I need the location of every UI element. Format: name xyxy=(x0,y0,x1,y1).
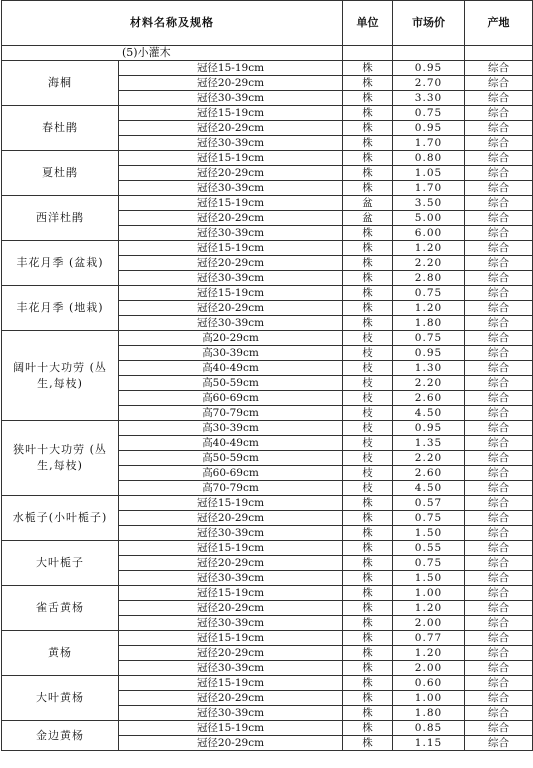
table-row xyxy=(2,286,533,301)
item-spec: 高40-49cm xyxy=(119,436,343,451)
item-unit: 枝 xyxy=(343,376,393,391)
item-price: 1.20 xyxy=(393,301,465,316)
item-origin: 综合 xyxy=(465,301,533,316)
item-price: 4.50 xyxy=(393,481,465,496)
item-name: 海桐 xyxy=(2,61,119,106)
item-origin: 综合 xyxy=(465,331,533,346)
item-unit: 株 xyxy=(343,256,393,271)
item-unit: 株 xyxy=(343,301,393,316)
item-price: 0.95 xyxy=(393,61,465,76)
table-row xyxy=(2,676,533,691)
item-spec: 高60-69cm xyxy=(119,391,343,406)
item-price: 1.05 xyxy=(393,166,465,181)
item-price: 1.70 xyxy=(393,181,465,196)
item-spec: 冠径30-39cm xyxy=(119,706,343,721)
table-body xyxy=(2,46,533,751)
item-unit: 株 xyxy=(343,706,393,721)
header-unit: 单位 xyxy=(343,1,393,46)
item-price: 2.00 xyxy=(393,661,465,676)
item-origin: 综合 xyxy=(465,196,533,211)
item-spec: 冠径20-29cm xyxy=(119,511,343,526)
item-spec: 冠径20-29cm xyxy=(119,691,343,706)
item-spec: 高70-79cm xyxy=(119,481,343,496)
item-name: 丰花月季 (盆栽) xyxy=(2,241,119,286)
item-spec: 冠径20-29cm xyxy=(119,601,343,616)
item-origin: 综合 xyxy=(465,646,533,661)
item-origin: 综合 xyxy=(465,736,533,751)
item-price: 0.60 xyxy=(393,676,465,691)
item-origin: 综合 xyxy=(465,361,533,376)
item-origin: 综合 xyxy=(465,481,533,496)
header-name: 材料名称及规格 xyxy=(2,1,343,46)
item-unit: 株 xyxy=(343,226,393,241)
table-row xyxy=(2,631,533,646)
item-origin: 综合 xyxy=(465,406,533,421)
item-price: 0.75 xyxy=(393,286,465,301)
section-empty-origin xyxy=(465,46,533,61)
item-origin: 综合 xyxy=(465,586,533,601)
item-unit: 株 xyxy=(343,121,393,136)
item-origin: 综合 xyxy=(465,151,533,166)
item-price: 1.20 xyxy=(393,646,465,661)
item-unit: 株 xyxy=(343,181,393,196)
section-empty-unit xyxy=(343,46,393,61)
item-unit: 枝 xyxy=(343,346,393,361)
item-name: 夏杜鹃 xyxy=(2,151,119,196)
header-price: 市场价 xyxy=(393,1,465,46)
item-name: 丰花月季 (地栽) xyxy=(2,286,119,331)
item-unit: 株 xyxy=(343,61,393,76)
item-origin: 综合 xyxy=(465,571,533,586)
table-row xyxy=(2,196,533,211)
item-origin: 综合 xyxy=(465,241,533,256)
item-price: 1.70 xyxy=(393,136,465,151)
item-origin: 综合 xyxy=(465,466,533,481)
item-spec: 冠径30-39cm xyxy=(119,226,343,241)
item-spec: 冠径15-19cm xyxy=(119,241,343,256)
item-price: 0.77 xyxy=(393,631,465,646)
item-price: 0.75 xyxy=(393,556,465,571)
item-origin: 综合 xyxy=(465,166,533,181)
item-price: 0.95 xyxy=(393,346,465,361)
item-spec: 冠径15-19cm xyxy=(119,721,343,736)
item-origin: 综合 xyxy=(465,601,533,616)
section-title: (5)小灌木 xyxy=(2,46,343,61)
item-spec: 高20-29cm xyxy=(119,331,343,346)
item-unit: 枝 xyxy=(343,421,393,436)
item-name: 水栀子(小叶栀子) xyxy=(2,496,119,541)
item-unit: 盆 xyxy=(343,211,393,226)
item-name: 黄杨 xyxy=(2,631,119,676)
item-unit: 株 xyxy=(343,106,393,121)
item-unit: 株 xyxy=(343,526,393,541)
item-price: 2.80 xyxy=(393,271,465,286)
item-price: 2.00 xyxy=(393,616,465,631)
item-origin: 综合 xyxy=(465,211,533,226)
item-origin: 综合 xyxy=(465,631,533,646)
item-unit: 株 xyxy=(343,241,393,256)
item-spec: 冠径15-19cm xyxy=(119,496,343,511)
item-unit: 枝 xyxy=(343,436,393,451)
item-name: 阔叶十大功劳 (丛生,每枝) xyxy=(2,331,119,421)
item-origin: 综合 xyxy=(465,121,533,136)
item-price: 1.80 xyxy=(393,706,465,721)
item-price: 0.57 xyxy=(393,496,465,511)
table-row xyxy=(2,721,533,736)
header-origin: 产地 xyxy=(465,1,533,46)
item-origin: 综合 xyxy=(465,436,533,451)
item-spec: 冠径15-19cm xyxy=(119,106,343,121)
item-unit: 株 xyxy=(343,571,393,586)
price-table xyxy=(1,0,533,751)
section-row xyxy=(2,46,533,61)
table-row xyxy=(2,496,533,511)
item-origin: 综合 xyxy=(465,106,533,121)
item-unit: 株 xyxy=(343,511,393,526)
item-unit: 枝 xyxy=(343,466,393,481)
item-name: 大叶栀子 xyxy=(2,541,119,586)
item-spec: 冠径30-39cm xyxy=(119,661,343,676)
item-spec: 冠径30-39cm xyxy=(119,571,343,586)
item-unit: 株 xyxy=(343,76,393,91)
item-origin: 综合 xyxy=(465,346,533,361)
item-price: 4.50 xyxy=(393,406,465,421)
item-spec: 高70-79cm xyxy=(119,406,343,421)
item-price: 0.75 xyxy=(393,106,465,121)
table-row xyxy=(2,241,533,256)
item-origin: 综合 xyxy=(465,616,533,631)
item-spec: 高40-49cm xyxy=(119,361,343,376)
item-origin: 综合 xyxy=(465,451,533,466)
item-price: 6.00 xyxy=(393,226,465,241)
item-price: 3.30 xyxy=(393,91,465,106)
item-price: 0.55 xyxy=(393,541,465,556)
item-price: 1.50 xyxy=(393,526,465,541)
item-origin: 综合 xyxy=(465,526,533,541)
item-price: 5.00 xyxy=(393,211,465,226)
item-spec: 冠径30-39cm xyxy=(119,271,343,286)
item-price: 0.75 xyxy=(393,331,465,346)
item-unit: 株 xyxy=(343,286,393,301)
item-spec: 冠径20-29cm xyxy=(119,76,343,91)
item-unit: 株 xyxy=(343,151,393,166)
item-unit: 枝 xyxy=(343,331,393,346)
item-spec: 高50-59cm xyxy=(119,376,343,391)
item-unit: 盆 xyxy=(343,196,393,211)
item-unit: 株 xyxy=(343,271,393,286)
table-row xyxy=(2,151,533,166)
item-price: 3.50 xyxy=(393,196,465,211)
item-origin: 综合 xyxy=(465,721,533,736)
item-price: 2.60 xyxy=(393,466,465,481)
item-origin: 综合 xyxy=(465,661,533,676)
item-origin: 综合 xyxy=(465,391,533,406)
item-price: 2.20 xyxy=(393,256,465,271)
item-price: 1.80 xyxy=(393,316,465,331)
item-name: 雀舌黄杨 xyxy=(2,586,119,631)
item-spec: 冠径15-19cm xyxy=(119,631,343,646)
item-unit: 株 xyxy=(343,316,393,331)
item-origin: 综合 xyxy=(465,496,533,511)
item-unit: 枝 xyxy=(343,451,393,466)
item-unit: 株 xyxy=(343,601,393,616)
item-spec: 冠径15-19cm xyxy=(119,151,343,166)
item-origin: 综合 xyxy=(465,226,533,241)
item-price: 0.80 xyxy=(393,151,465,166)
item-origin: 综合 xyxy=(465,376,533,391)
item-price: 0.95 xyxy=(393,421,465,436)
item-spec: 冠径20-29cm xyxy=(119,256,343,271)
item-spec: 冠径30-39cm xyxy=(119,181,343,196)
item-unit: 株 xyxy=(343,691,393,706)
item-origin: 综合 xyxy=(465,316,533,331)
item-unit: 枝 xyxy=(343,361,393,376)
item-unit: 枝 xyxy=(343,391,393,406)
item-origin: 综合 xyxy=(465,556,533,571)
table-row xyxy=(2,421,533,436)
item-origin: 综合 xyxy=(465,421,533,436)
item-unit: 株 xyxy=(343,556,393,571)
item-spec: 冠径20-29cm xyxy=(119,166,343,181)
header-row xyxy=(2,1,533,46)
item-price: 1.50 xyxy=(393,571,465,586)
item-price: 1.30 xyxy=(393,361,465,376)
item-price: 1.15 xyxy=(393,736,465,751)
item-spec: 冠径20-29cm xyxy=(119,121,343,136)
item-unit: 株 xyxy=(343,136,393,151)
item-price: 1.00 xyxy=(393,586,465,601)
item-unit: 株 xyxy=(343,661,393,676)
item-name: 大叶黄杨 xyxy=(2,676,119,721)
item-unit: 株 xyxy=(343,616,393,631)
item-spec: 高50-59cm xyxy=(119,451,343,466)
item-unit: 株 xyxy=(343,91,393,106)
item-unit: 枝 xyxy=(343,406,393,421)
item-price: 0.85 xyxy=(393,721,465,736)
item-spec: 冠径15-19cm xyxy=(119,286,343,301)
item-spec: 冠径15-19cm xyxy=(119,676,343,691)
table-row xyxy=(2,331,533,346)
item-price: 1.20 xyxy=(393,601,465,616)
item-origin: 综合 xyxy=(465,511,533,526)
item-spec: 冠径15-19cm xyxy=(119,61,343,76)
item-origin: 综合 xyxy=(465,706,533,721)
item-price: 2.20 xyxy=(393,451,465,466)
item-name: 春杜鹃 xyxy=(2,106,119,151)
item-spec: 高30-39cm xyxy=(119,421,343,436)
item-origin: 综合 xyxy=(465,91,533,106)
item-spec: 冠径20-29cm xyxy=(119,211,343,226)
item-origin: 综合 xyxy=(465,136,533,151)
item-unit: 株 xyxy=(343,586,393,601)
item-spec: 冠径15-19cm xyxy=(119,541,343,556)
item-origin: 综合 xyxy=(465,541,533,556)
item-spec: 冠径30-39cm xyxy=(119,316,343,331)
table-row xyxy=(2,61,533,76)
item-price: 1.35 xyxy=(393,436,465,451)
item-unit: 株 xyxy=(343,721,393,736)
item-origin: 综合 xyxy=(465,676,533,691)
item-price: 1.20 xyxy=(393,241,465,256)
item-price: 0.75 xyxy=(393,511,465,526)
item-unit: 株 xyxy=(343,736,393,751)
item-origin: 综合 xyxy=(465,271,533,286)
table-row xyxy=(2,586,533,601)
item-origin: 综合 xyxy=(465,61,533,76)
item-spec: 冠径20-29cm xyxy=(119,556,343,571)
item-price: 2.20 xyxy=(393,376,465,391)
item-spec: 冠径30-39cm xyxy=(119,526,343,541)
item-spec: 冠径30-39cm xyxy=(119,136,343,151)
item-origin: 综合 xyxy=(465,691,533,706)
item-name: 狭叶十大功劳 (丛生,每枝) xyxy=(2,421,119,496)
item-spec: 冠径30-39cm xyxy=(119,91,343,106)
item-unit: 株 xyxy=(343,676,393,691)
item-origin: 综合 xyxy=(465,76,533,91)
item-name: 金边黄杨 xyxy=(2,721,119,751)
item-price: 2.60 xyxy=(393,391,465,406)
item-unit: 株 xyxy=(343,646,393,661)
item-unit: 株 xyxy=(343,496,393,511)
item-spec: 冠径20-29cm xyxy=(119,301,343,316)
item-price: 2.70 xyxy=(393,76,465,91)
item-price: 1.00 xyxy=(393,691,465,706)
item-unit: 株 xyxy=(343,166,393,181)
item-origin: 综合 xyxy=(465,256,533,271)
item-spec: 冠径20-29cm xyxy=(119,736,343,751)
item-name: 西洋杜鹃 xyxy=(2,196,119,241)
item-spec: 高60-69cm xyxy=(119,466,343,481)
item-spec: 高30-39cm xyxy=(119,346,343,361)
item-origin: 综合 xyxy=(465,181,533,196)
item-spec: 冠径15-19cm xyxy=(119,196,343,211)
item-unit: 枝 xyxy=(343,481,393,496)
table-row xyxy=(2,541,533,556)
item-price: 0.95 xyxy=(393,121,465,136)
item-origin: 综合 xyxy=(465,286,533,301)
table-row xyxy=(2,106,533,121)
item-unit: 株 xyxy=(343,631,393,646)
section-empty-price xyxy=(393,46,465,61)
item-spec: 冠径30-39cm xyxy=(119,616,343,631)
item-spec: 冠径20-29cm xyxy=(119,646,343,661)
item-unit: 株 xyxy=(343,541,393,556)
item-spec: 冠径15-19cm xyxy=(119,586,343,601)
